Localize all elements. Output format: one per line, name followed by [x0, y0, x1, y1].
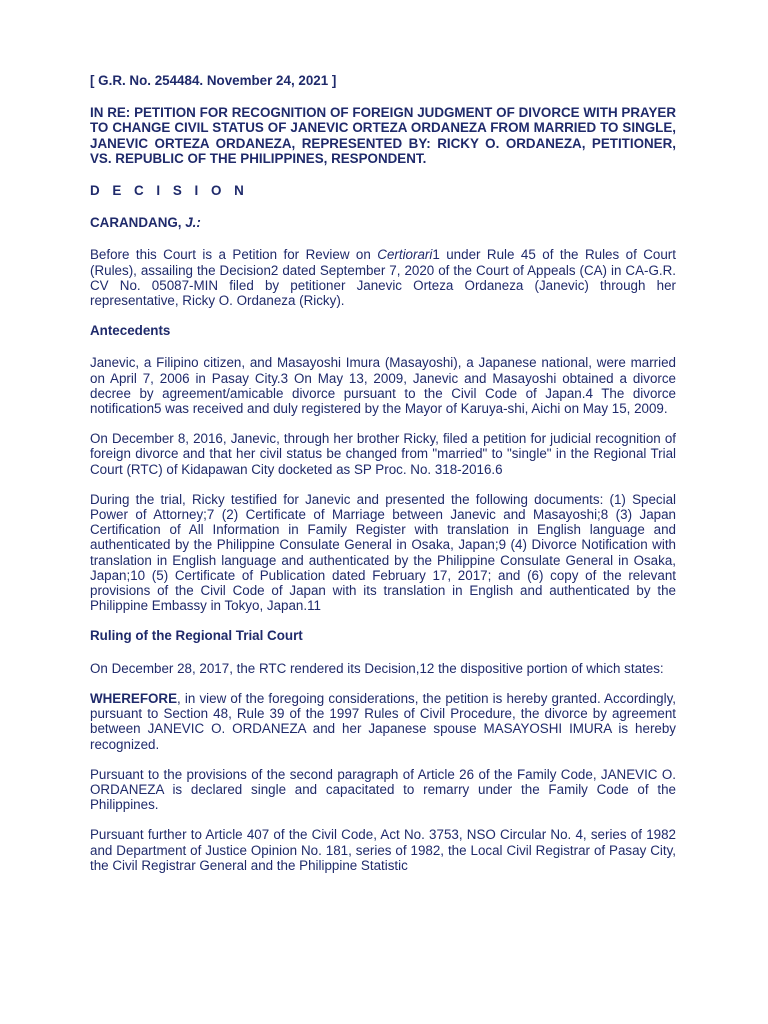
intro-before: Before this Court is a Petition for Review on [90, 247, 378, 263]
case-title: IN RE: PETITION FOR RECOGNITION OF FOREIGN JUDGMENT OF DIVORCE WITH PRAYER TO CHANGE CIVIL STATUS OF JANEVIC ORTEZA ORDANEZA FROM MARRIED TO SINGLE, JANEVIC ORTEZA ORDANEZA, REPRESENTED BY: RICKY O. ORDANEZA, PETITIONER, VS. REPUBLIC OF THE PHILIPPINES, RESPONDENT. [90, 105, 676, 166]
antecedents-paragraph-1: Janevic, a Filipino citizen, and Masayoshi Imura (Masayoshi), a Japanese national, were married on April 7, 2006 in Pasay City.3 On May 13, 2009, Janevic and Masayoshi obtained a divorce decree by agreement/amicable divorce pursuant to the Civil Code of Japan.4 The divorce notification5 was received and duly registered by the Mayor of Karuya-shi, Aichi on May 15, 2009. [90, 355, 676, 417]
rtc-ruling-paragraph-4: Pursuant further to Article 407 of the Civil Code, Act No. 3753, NSO Circular No. 4, series of 1982 and Department of Justice Opinion No. 181, series of 1982, the Local Civil Registrar of Pasay City, the Civil Registrar General and the Philippine Statistic [90, 827, 676, 873]
antecedents-paragraph-3: During the trial, Ricky testified for Janevic and presented the following documents: (1) Special Power of Attorney;7 (2) Certificate of Marriage between Janevic and Masayoshi;8 (3) Japan Certification of All Information in Family Register with translation in English language and authenticated by the Philippine Consulate General in Osaka, Japan;9 (4) Divorce Notification with translation in English language and authenticated by the Philippine Consulate General in Osaka, Japan;10 (5) Certificate of Publication dated February 17, 2017; and (6) copy of the relevant provisions of the Civil Code of Japan with its translation in English and authenticated by the Philippine Embassy in Tokyo, Japan.11 [90, 491, 676, 614]
ponente [90, 215, 676, 230]
case-number: [ G.R. No. 254484. November 24, 2021 ] [90, 73, 337, 88]
wherefore-paragraph [90, 691, 676, 752]
decision-label: D E C I S I O N [90, 183, 249, 199]
wherefore-lead: WHEREFORE [90, 690, 178, 706]
ponente-name: CARANDANG, [90, 215, 182, 231]
rtc-ruling-paragraph-1: On December 28, 2017, the RTC rendered its Decision,12 the dispositive portion of which states: [90, 660, 664, 676]
intro-certiorari: Certiorari [377, 247, 433, 263]
intro-after: 1 under Rule 45 of the Rules of Court (Rules), assailing the Decision2 dated September 7, 2020 of the Court of Appeals (CA) in CA-G.R. CV No. 05087-MIN filed by petitioner Janevic Orteza Ordaneza (Janevic) through her representative, Ricky O. Ordaneza (Ricky). [90, 247, 676, 309]
antecedents-paragraph-2: On December 8, 2016, Janevic, through her brother Ricky, filed a petition for judicial recognition of foreign divorce and that her civil status be changed from "married" to "single" in the Regional Trial Court (RTC) of Kidapawan City docketed as SP Proc. No. 318-2016.6 [90, 431, 676, 477]
antecedents-heading: Antecedents [90, 323, 171, 339]
rtc-ruling-heading: Ruling of the Regional Trial Court [90, 628, 303, 644]
ponente-suffix: J.: [185, 215, 201, 231]
intro-paragraph [90, 247, 676, 308]
rtc-ruling-paragraph-3: Pursuant to the provisions of the second paragraph of Article 26 of the Family Code, JANEVIC O. ORDANEZA is declared single and capacitated to remarry under the Family Code of the Philippines. [90, 766, 676, 813]
wherefore-rest: , in view of the foregoing considerations, the petition is hereby granted. Accordingly, pursuant to Section 48, Rule 39 of the 1997 Rules of Civil Procedure, the divorce by agreement between JANEVIC O. ORDANEZA and her Japanese spouse MASAYOSHI IMURA is hereby recognized. [90, 690, 676, 752]
